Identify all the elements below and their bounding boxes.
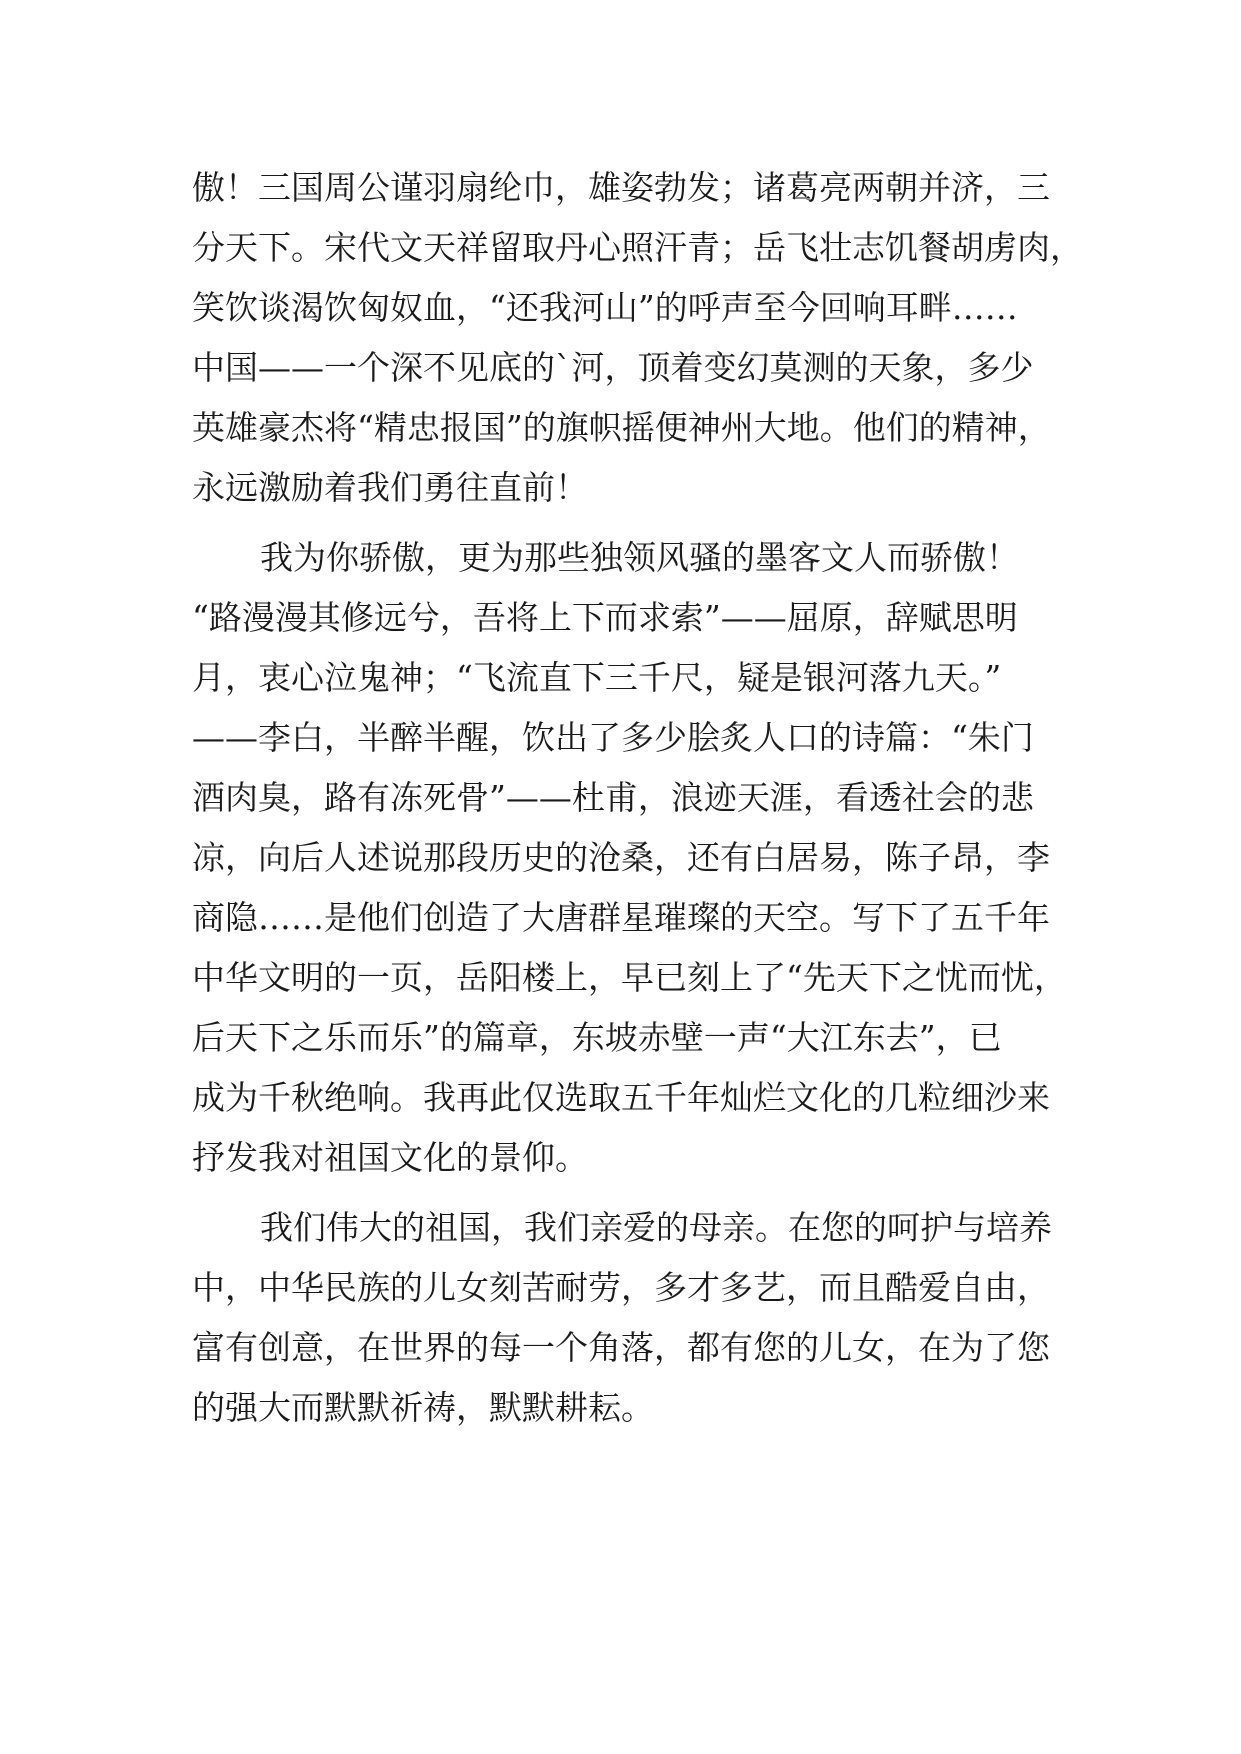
text-line: 永远激励着我们勇往直前！ (192, 468, 588, 507)
paragraph-1 (192, 158, 1083, 518)
text-line: 富有创意，在世界的每一个角落，都有您的儿女，在为了您 (192, 1328, 1050, 1367)
paragraph-3 (192, 1198, 1052, 1438)
text-line: 傲！三国周公谨羽扇纶巾，雄姿勃发；诸葛亮两朝并济，三 (192, 168, 1050, 207)
text-line: 英雄豪杰将“精忠报国”的旗帜摇便神州大地。他们的精神， (192, 408, 1051, 447)
text-line: 月，衷心泣鬼神；“飞流直下三千尺，疑是银河落九天。” (192, 658, 1002, 697)
paragraph-2 (192, 528, 1067, 1188)
text-line: 抒发我对祖国文化的景仰。 (192, 1138, 588, 1177)
text-line: “路漫漫其修远兮，吾将上下而求索”——屈原，辞赋思明 (192, 598, 1018, 637)
document-body (192, 158, 1083, 1438)
text-line: 笑饮谈渴饮匈奴血，“还我河山”的呼声至今回响耳畔…… (192, 288, 1018, 327)
paragraph-spacing (192, 518, 1052, 528)
paragraph-spacing (192, 1188, 1052, 1198)
text-line: 后天下之乐而乐”的篇章，东坡赤壁一声“大江东去”，已 (192, 1018, 1002, 1057)
text-line: 我为你骄傲，更为那些独领风骚的墨客文人而骄傲！ (260, 538, 1019, 577)
text-line: 我们伟大的祖国，我们亲爱的母亲。在您的呵护与培养 (260, 1208, 1052, 1247)
text-line: 商隐……是他们创造了大唐群星璀璨的天空。写下了五千年 (192, 898, 1050, 937)
text-line: 中国——一个深不见底的`河，顶着变幻莫测的天象，多少 (192, 348, 1034, 387)
text-line: 成为千秋绝响。我再此仅选取五千年灿烂文化的几粒细沙来 (192, 1078, 1050, 1117)
text-line: 中，中华民族的儿女刻苦耐劳，多才多艺，而且酷爱自由， (192, 1268, 1050, 1307)
text-line: 的强大而默默祈祷，默默耕耘。 (192, 1388, 654, 1427)
text-line: 分天下。宋代文天祥留取丹心照汗青；岳飞壮志饥餐胡虏肉， (192, 228, 1083, 267)
text-line: 酒肉臭，路有冻死骨”——杜甫，浪迹天涯，看透社会的悲 (192, 778, 1034, 817)
text-line: 凉，向后人述说那段历史的沧桑，还有白居易，陈子昂，李 (192, 838, 1050, 877)
text-line: 中华文明的一页，岳阳楼上，早已刻上了“先天下之忧而忧， (192, 958, 1067, 997)
text-line: ——李白，半醉半醒，饮出了多少脍炙人口的诗篇：“朱门 (192, 718, 1034, 757)
